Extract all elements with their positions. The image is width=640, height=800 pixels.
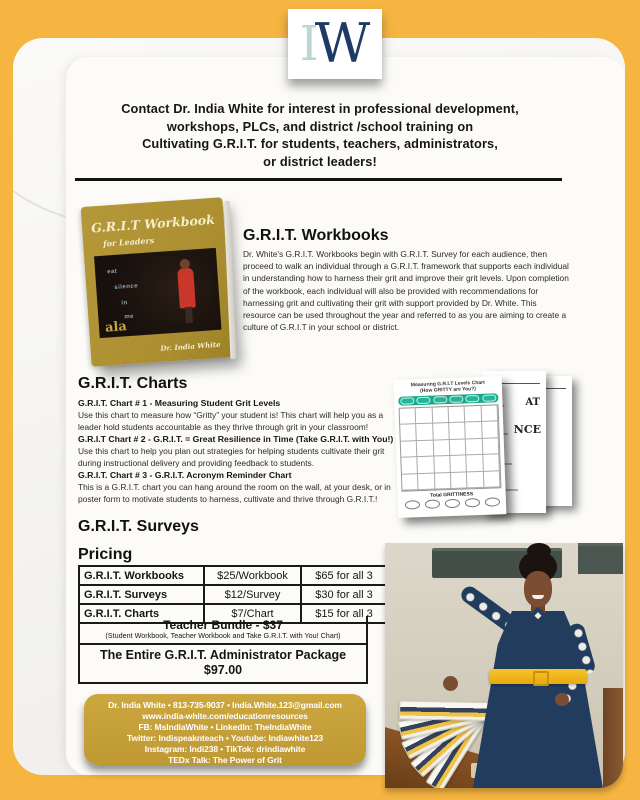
photo-right-hand [443,676,458,691]
iw-logo [288,9,382,79]
mini-chart-total-label: Total GRITTINESS [430,491,474,499]
admin-package-row [78,645,368,684]
photo-hair-bun [527,543,551,559]
pricing-bundle: $65 for all 3 [301,566,387,585]
header-line: or district leaders! [263,153,377,169]
footer-line-1 [84,700,366,711]
footer-phone-email: • 813-735-9037 • India.White.123@gmail.com [167,700,342,710]
pricing-unit: $12/Survey [204,585,301,604]
section-title-pricing: Pricing [78,546,133,563]
pricing-unit: $7/Chart [204,604,301,623]
pricing-unit: $25/Workbook [204,566,301,585]
photo-dr-india-white [385,543,623,788]
admin-package-title: The Entire G.R.I.T. Administrator Package [99,648,347,662]
table-row [79,566,387,585]
footer-social-twitter-youtube: Twitter: Indispeaknteach • Youtube: Indiawhite123 [127,733,323,743]
footer-tedx: TEDx Talk: The Power of Grit [168,755,282,765]
pricing-item: G.R.I.T. Workbooks [79,566,204,585]
pricing-bundle: $15 for all 3 [301,604,387,623]
chart-page-front [394,376,507,518]
chart-item-body: Use this chart to help you plan out strategies for helping students cultivate their grit during instructional delivery and providing feedback to students. [78,446,385,468]
pricing-item: G.R.I.T. Surveys [79,585,204,604]
header-line: Contact Dr. India White for interest in professional development, [121,101,519,116]
photo-left-hand [555,693,569,706]
charts-items [78,397,398,505]
chart-item-heading: G.R.I.T Chart # 2 - G.R.I.T. = Great Resilience in Time (Take G.R.I.T. with You!) [78,434,394,444]
section-title-workbooks: G.R.I.T. Workbooks [243,227,389,244]
table-row [79,585,387,604]
mini-chart-subtitle: (How GRITTY are You?) [420,386,477,395]
workbook-cover-image [81,197,234,367]
footer-name: Dr. India White [108,700,166,710]
workbook-cover-title: G.R.I.T Workbook [90,211,216,236]
teacher-bundle-details: (Student Workbook, Teacher Workbook and Take G.R.I.T. with You! Chart) [105,631,341,640]
workbooks-description: Dr. White's G.R.I.T. Workbooks begin with G.R.I.T. Survey for each audience, then proceed to walk an individual through a G.R.I.T. framework that supports each individual in understanding how to harness their grit and improve their grit levels. Upon completion of the workbook, each individual will also be provided with recommendations for harnessing grit and cultivating their grit with support provided by Dr. White. This resource can be used throughout the year and referred to as you are aiming to create a culture of G.R.I.T in your school or district. [243,249,569,333]
photo-door-frame [603,688,623,788]
chart-text-fragment: AT [525,397,540,408]
teacher-bundle-title: Teacher Bundle - $37 [163,618,283,632]
admin-package-price: $97.00 [203,663,243,677]
section-title-charts: G.R.I.T. Charts [78,375,188,392]
footer-social-instagram-tiktok: Instagram: Indi238 • TikTok: drindiawhite [144,744,306,754]
pricing-item: G.R.I.T. Charts [79,604,204,623]
pricing-bundle: $30 for all 3 [301,585,387,604]
mini-chart-grid [399,404,502,491]
chart-item-heading: G.R.I.T. Chart # 3 - G.R.I.T. Acronym Reminder Chart [78,470,292,480]
header-contact-text [72,100,568,170]
mini-chart-title: Measuring G.R.I.T Levels Chart [410,379,485,389]
teacher-bundle-row [78,616,368,645]
contact-footer [84,694,366,765]
chart-text-fragment: NCE [513,423,541,436]
photo-frame [578,543,623,574]
footer-social-fb-linkedin: FB: MsIndiaWhite • LinkedIn: TheIndiaWhite [138,722,312,732]
logo-letter-i: I [299,16,319,72]
chart-item-body: Use this chart to measure how “Gritty” your student is! This chart will help you as a leader hold students accountable as they thrive through grit in your classroom! [78,410,384,432]
chart-preview-image [392,370,578,522]
workbook-cover-author: Dr. India White [160,339,221,353]
workbook-cover-subtitle: for Leaders [102,235,155,249]
chart-item-body: This is a G.R.I.T. chart you can hang around the room on the wall, at your desk, or in poster form to motivate students to harness, cultivate and thrive through G.R.I.T.! [78,482,391,504]
stage-text: ala [104,319,128,336]
speaker-legs [185,307,193,323]
photo-yellow-belt [489,669,587,684]
section-title-surveys: G.R.I.T. Surveys [78,518,199,535]
footer-website: www.india-white.com/educationresources [142,711,308,721]
logo-letter-w: W [314,12,371,75]
header-divider [75,178,562,181]
header-line: workshops, PLCs, and district /school training on [166,118,474,134]
speaker-figure [177,267,196,308]
photo-face [524,571,552,607]
header-line: Cultivating G.R.I.T. for students, teachers, administrators, [142,136,498,151]
workbook-cover-photo: eat silence in me ala [94,248,221,338]
chart-item-heading: G.R.I.T. Chart # 1 - Measuring Student Grit Levels [78,398,281,408]
